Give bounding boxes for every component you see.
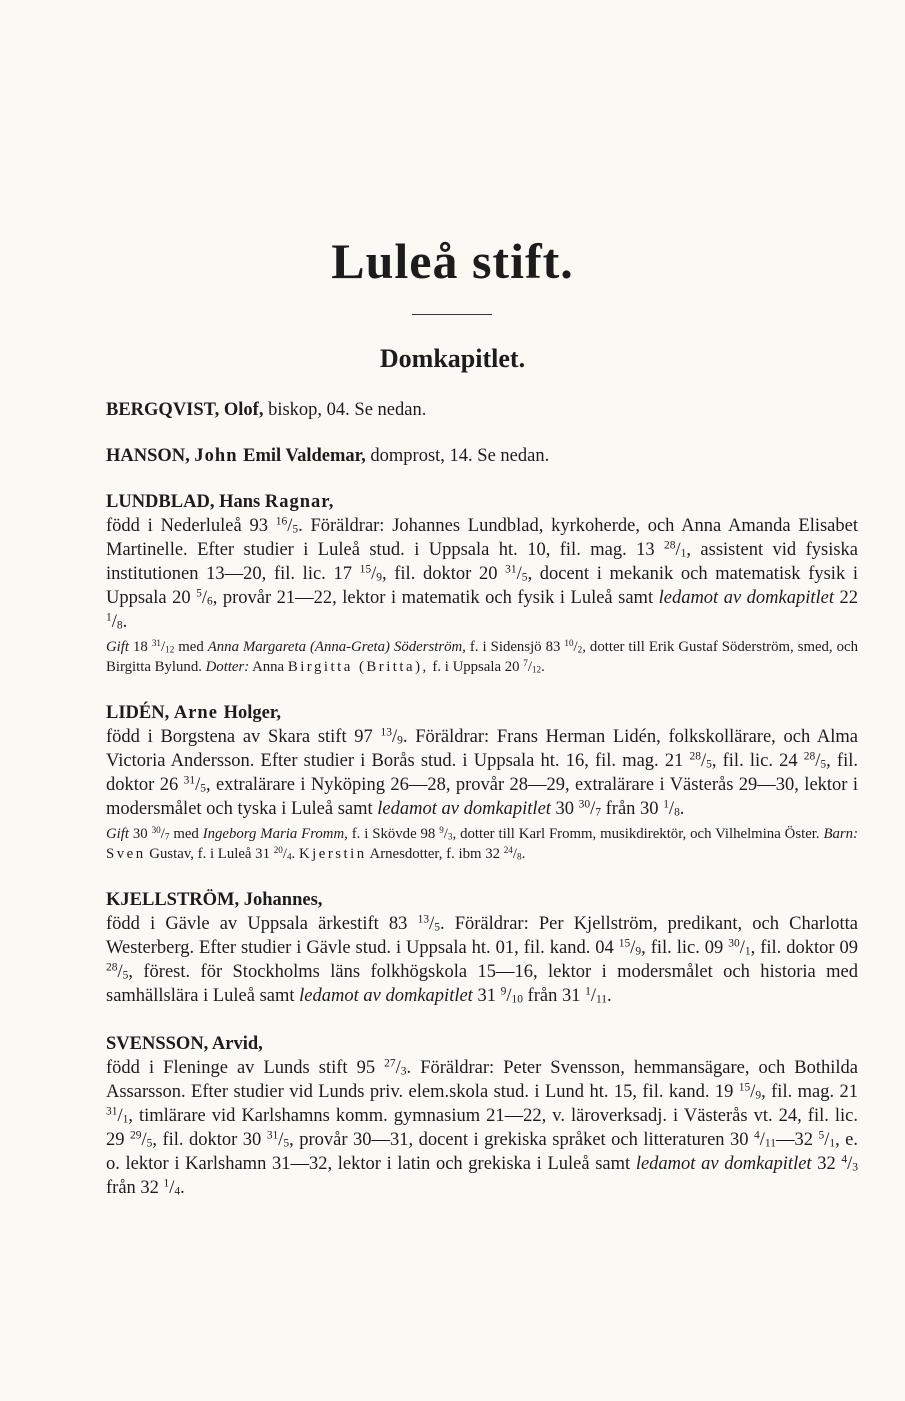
- page-title: Luleå stift.: [331, 233, 574, 289]
- date-subscript: 5: [292, 523, 299, 536]
- date-subscript: 4: [174, 1185, 181, 1198]
- text-run: , assistent vid fysiska institutionen 13—20, fil. lic. 17: [106, 540, 858, 584]
- text-run: /: [739, 938, 745, 958]
- text-run: /: [700, 751, 707, 771]
- name-given: Hans: [219, 492, 265, 512]
- text-run: Anna: [249, 658, 288, 675]
- biography-entry: [106, 398, 858, 422]
- date-subscript: 5: [200, 782, 206, 795]
- text-run: 31: [472, 986, 501, 1006]
- entry-body: [106, 912, 858, 1008]
- text-run: .: [679, 799, 685, 819]
- text-run: Gustav, f. i Luleå 31: [145, 845, 274, 862]
- text-run: , docent i mekanik och matematisk fysik i Uppsala 20: [106, 564, 858, 608]
- date-superscript: 28: [106, 961, 118, 974]
- text-run: född i Borgstena av Skara stift 97: [106, 727, 381, 747]
- text-run: /: [847, 1154, 853, 1174]
- date-subscript: 8: [674, 806, 680, 819]
- date-superscript: 1: [163, 1177, 170, 1190]
- text-run: .: [122, 612, 128, 632]
- text-run: 30: [550, 799, 579, 819]
- text-run: ledamot av domkapitlet: [299, 986, 473, 1006]
- text-run: /: [282, 845, 287, 862]
- text-run: /: [630, 938, 636, 958]
- text-run: 22: [834, 588, 859, 608]
- entry-name: [106, 444, 858, 468]
- date-subscript: 5: [283, 1137, 290, 1150]
- text-run: , fil. lic. 09: [641, 938, 729, 958]
- date-subscript: 12: [531, 663, 542, 674]
- date-subscript: 3: [400, 1065, 407, 1078]
- text-run: född i Gävle av Uppsala ärkestift 83: [106, 914, 418, 934]
- date-superscript: 29: [130, 1129, 142, 1142]
- text-run: .: [541, 658, 545, 675]
- text-run: född i Fleninge av Lunds stift 95: [106, 1058, 385, 1078]
- date-subscript: 8: [517, 850, 522, 861]
- name-surname: SVENSSON,: [106, 1034, 212, 1054]
- date-subscript: 7: [164, 831, 170, 842]
- date-superscript: 4: [841, 1153, 848, 1166]
- text-run: , extralärare i Nyköping 26—28, provår 28—29, extralärare i Västerås 29—30, lektor i modersmålet och tyska i Luleå samt: [106, 775, 858, 819]
- text-run: . Föräldrar: Frans Herman Lidén, folkskollärare, och Alma Victoria Andersson. Efter studier i Borås stud. i Uppsala ht. 16, fil. mag. 21: [106, 727, 858, 771]
- entry-body: [106, 725, 858, 821]
- text-run: . Föräldrar: Per Kjellström, predikant, och Charlotta Westerberg. Efter studier i Gävle stud. i Uppsala ht. 01, fil. kand. 04: [106, 914, 858, 958]
- date-subscript: 11: [595, 993, 608, 1006]
- text-run: /: [824, 1130, 830, 1150]
- text-run: /: [527, 658, 532, 675]
- date-subscript: 9: [376, 571, 382, 584]
- text-run: , fil. lic. 24: [711, 751, 804, 771]
- text-run: . Föräldrar: Peter Svensson, hemmansägare, och Bothilda Assarsson. Efter studier vid Lunds priv. elem.skola stud. i Lund ht. 15, fil. kand. 19: [106, 1058, 858, 1102]
- entry-name: [106, 490, 858, 514]
- text-run: .: [291, 845, 299, 862]
- text-run: f. i Skövde 98: [347, 826, 440, 842]
- text-run: från 31: [522, 986, 586, 1006]
- name-given: Arvid,: [211, 1034, 263, 1054]
- text-run: , fil. doktor 26: [106, 751, 858, 795]
- name-given: Emil Valdemar,: [243, 446, 371, 466]
- text-run: Barn:: [823, 826, 858, 842]
- text-run: —32: [775, 1130, 819, 1150]
- text-run: /: [590, 986, 596, 1006]
- text-run: Dotter:: [205, 658, 250, 675]
- text-run: /: [675, 540, 681, 560]
- section-title: Domkapitlet.: [379, 344, 526, 373]
- date-superscript: 15: [738, 1081, 751, 1094]
- text-run: , fil. doktor 30: [152, 1130, 267, 1150]
- text-run: .: [180, 1178, 185, 1198]
- text-run: /: [429, 914, 435, 934]
- text-run: /: [201, 588, 208, 608]
- date-subscript: 2: [577, 644, 583, 655]
- text-run: Ingeborg Maria Fromm,: [202, 826, 348, 842]
- biography-entry: [106, 701, 858, 864]
- text-run: .: [607, 986, 612, 1006]
- text-run: 18: [129, 639, 152, 655]
- entry-body: [106, 1056, 858, 1200]
- text-run: , provår 30—31, docent i grekiska språket och litteraturen 30: [289, 1130, 755, 1150]
- biography-entry: [106, 888, 858, 1008]
- text-run: från 32: [106, 1178, 164, 1198]
- name-surname: HANSON,: [106, 446, 195, 466]
- text-run: Kjerstin: [298, 845, 367, 862]
- text-run: /: [160, 639, 166, 655]
- date-superscript: 7: [523, 657, 528, 668]
- date-subscript: 4: [286, 850, 292, 861]
- text-run: Birgitta (Britta),: [287, 658, 429, 675]
- name-given spaced: John: [194, 446, 244, 466]
- date-superscript: 30: [578, 798, 591, 811]
- name-surname: LIDÉN,: [106, 703, 174, 723]
- name-given spaced: Ragnar,: [264, 492, 335, 512]
- date-superscript: 9: [500, 985, 507, 998]
- date-superscript: 27: [384, 1057, 396, 1070]
- text-run: /: [111, 612, 117, 632]
- text-run: ledamot av domkapitlet: [658, 588, 835, 608]
- text-run: /: [117, 1106, 123, 1126]
- date-superscript: 10: [564, 637, 574, 648]
- text-run: Arnesdotter, f. ibm 32: [366, 845, 504, 862]
- date-subscript: 10: [511, 993, 523, 1006]
- text-run: /: [516, 564, 522, 584]
- biography-entry: [106, 490, 858, 677]
- date-subscript: 5: [521, 571, 528, 584]
- text-run: , förest. för Stockholms läns folkhögskola 15—16, lektor i modersmålet och historia med samhällslära i Luleå samt: [106, 962, 858, 1006]
- date-subscript: 12: [165, 644, 175, 655]
- text-run: /: [287, 516, 293, 536]
- entry-name: [106, 398, 858, 422]
- date-superscript: 31: [266, 1129, 279, 1142]
- text-run: /: [117, 962, 123, 982]
- text-run: /: [590, 799, 596, 819]
- entry-name: [106, 888, 858, 912]
- text-run: /: [391, 727, 398, 747]
- text-run: Gift: [106, 826, 130, 842]
- date-superscript: 24: [503, 844, 513, 855]
- date-superscript: 13: [417, 913, 430, 926]
- text-run: /: [759, 1130, 765, 1150]
- date-superscript: 16: [275, 515, 288, 528]
- date-subscript: 5: [820, 758, 827, 771]
- date-superscript: 30: [151, 824, 161, 835]
- entry-list: [106, 398, 858, 1224]
- text-run: . Föräldrar: Johannes Lundblad, kyrkoherde, och Anna Amanda Elisabet Martinelle. Efter studier i Luleå stud. i Uppsala ht. 10, fil. mag. 13: [106, 516, 858, 560]
- date-superscript: 13: [380, 726, 392, 739]
- text-run: Anna Margareta (Anna-Greta) Söderström,: [207, 639, 466, 655]
- date-superscript: 1: [106, 611, 112, 624]
- text-run: , dotter till Karl Fromm, musikdirektör, och Vilhelmina Öster.: [452, 826, 824, 842]
- text-run: , timlärare vid Karlshamns komm. gymnasium 21—22, v. läroverksadj. i Västerås vt. 24, fil. lic. 29: [106, 1106, 858, 1150]
- date-superscript: 1: [585, 985, 591, 998]
- text-run: /: [195, 775, 201, 795]
- date-superscript: 31: [106, 1105, 118, 1118]
- text-run: , dotter till Erik Gustaf Söderström, smed, och Birgitta Bylund.: [106, 639, 858, 675]
- text-run: med: [174, 639, 208, 655]
- date-subscript: 9: [397, 734, 403, 747]
- date-superscript: 31: [183, 774, 196, 787]
- date-superscript: 1: [663, 798, 669, 811]
- entry-name: [106, 1032, 858, 1056]
- name-rest: domprost, 14. Se nedan.: [370, 446, 550, 466]
- text-run: , fil. mag. 21: [761, 1082, 858, 1102]
- date-superscript: 15: [359, 563, 372, 576]
- text-run: ledamot av domkapitlet: [635, 1154, 812, 1174]
- text-run: /: [668, 799, 675, 819]
- date-subscript: 8: [116, 619, 123, 632]
- text-run: /: [395, 1058, 401, 1078]
- date-superscript: 31: [505, 563, 517, 576]
- date-superscript: 4: [754, 1129, 760, 1142]
- date-subscript: 1: [829, 1137, 836, 1150]
- biography-entry: [106, 1032, 858, 1200]
- text-run: /: [169, 1178, 175, 1198]
- text-run: /: [278, 1130, 284, 1150]
- text-run: 30: [129, 826, 152, 842]
- name-rest: biskop, 04. Se nedan.: [268, 400, 427, 420]
- date-subscript: 11: [764, 1137, 776, 1150]
- text-run: /: [443, 826, 448, 842]
- text-run: född i Nederluleå 93: [106, 516, 276, 536]
- name-surname: KJELLSTRÖM,: [106, 890, 244, 910]
- text-run: f. i Uppsala 20: [428, 658, 524, 675]
- date-subscript: 3: [447, 831, 453, 842]
- name-surname: LUNDBLAD,: [106, 492, 220, 512]
- entry-name: [106, 701, 858, 725]
- date-superscript: 9: [439, 824, 444, 835]
- text-run: /: [750, 1082, 756, 1102]
- biography-entry: [106, 444, 858, 468]
- entry-marriage-note: [106, 638, 858, 677]
- title-divider: [412, 314, 492, 315]
- name-given: Johannes,: [243, 890, 323, 910]
- date-superscript: 15: [618, 937, 631, 950]
- date-subscript: 1: [122, 1113, 129, 1126]
- date-superscript: 28: [664, 539, 676, 552]
- date-subscript: 5: [706, 758, 712, 771]
- date-subscript: 6: [207, 595, 213, 608]
- date-subscript: 7: [595, 806, 602, 819]
- text-run: /: [160, 826, 165, 842]
- date-subscript: 5: [146, 1137, 153, 1150]
- text-run: /: [573, 639, 578, 655]
- text-run: från 30: [601, 799, 664, 819]
- date-superscript: 30: [728, 937, 740, 950]
- date-subscript: 1: [680, 547, 687, 560]
- date-subscript: 1: [744, 945, 751, 958]
- date-superscript: 5: [196, 587, 202, 600]
- text-run: , e. o. lektor i Karlshamn 31—32, lektor i latin och grekiska i Luleå samt: [106, 1130, 859, 1174]
- text-run: , provår 21—22, lektor i matematik och fysik i Luleå samt: [212, 588, 659, 608]
- text-run: ledamot av domkapitlet: [377, 799, 551, 819]
- text-run: /: [371, 564, 377, 584]
- text-run: 32: [811, 1154, 842, 1174]
- date-subscript: 5: [122, 969, 129, 982]
- entry-body: [106, 514, 858, 634]
- text-run: , fil. doktor 20: [381, 564, 506, 584]
- date-subscript: 9: [755, 1089, 762, 1102]
- date-subscript: 9: [635, 945, 642, 958]
- text-run: med: [169, 826, 203, 842]
- date-superscript: 5: [818, 1129, 825, 1142]
- date-superscript: 28: [689, 750, 701, 763]
- text-run: Sven: [106, 845, 146, 862]
- name-surname: BERGQVIST,: [106, 400, 224, 420]
- text-run: /: [815, 751, 821, 771]
- name-given: Holger,: [223, 703, 281, 723]
- name-given spaced: Arne: [173, 703, 224, 723]
- text-run: /: [506, 986, 512, 1006]
- text-run: f. i Sidensjö 83: [465, 639, 565, 655]
- entry-marriage-note: [106, 825, 858, 864]
- date-superscript: 28: [803, 750, 816, 763]
- date-subscript: 5: [434, 921, 440, 934]
- date-subscript: 3: [852, 1161, 858, 1174]
- date-superscript: 31: [151, 637, 161, 648]
- text-run: /: [141, 1130, 147, 1150]
- date-superscript: 20: [273, 844, 283, 855]
- text-run: , fil. doktor 09: [750, 938, 859, 958]
- name-given: Olof,: [223, 400, 269, 420]
- text-run: /: [512, 845, 517, 862]
- text-run: Gift: [106, 639, 130, 655]
- text-run: .: [521, 845, 526, 862]
